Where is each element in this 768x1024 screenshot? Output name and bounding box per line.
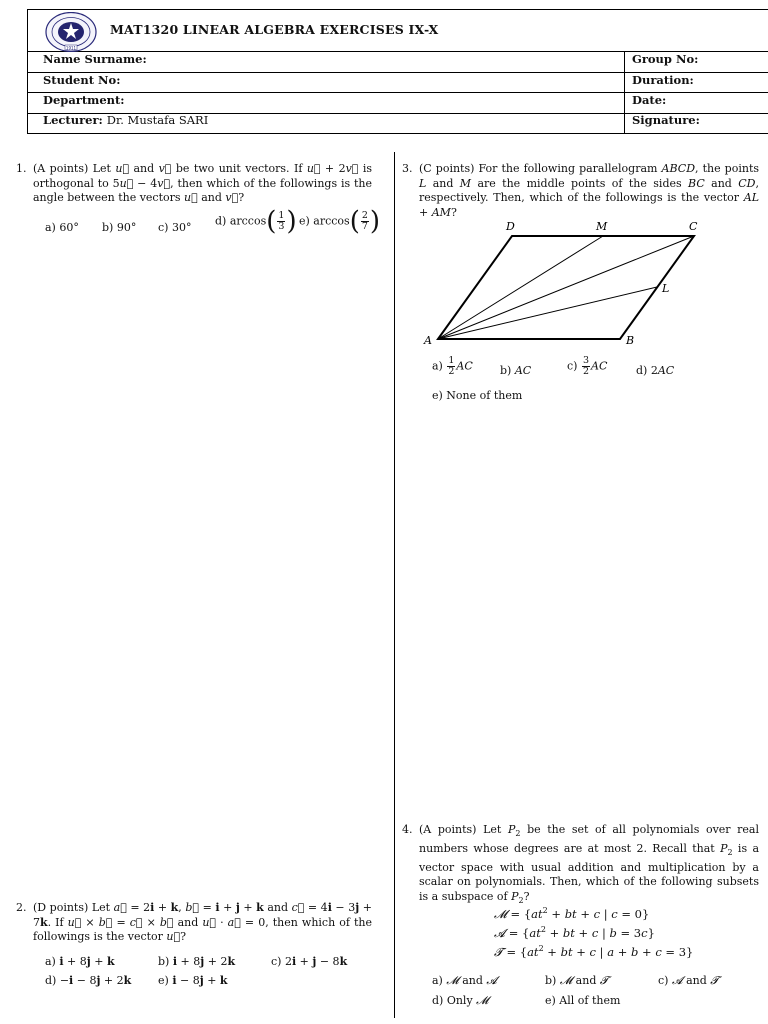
q3-text: (C points) For the following parallelogram ABCD, the points L and M are the middle points of the sides BC and CD, respectively. Then, which of the followings is the vector AL + AM? <box>419 162 760 219</box>
q3-option-c: c) $\frac{3}{2}$ AC <box>567 355 608 377</box>
q2-option-c: c) 2i + j − 8k <box>271 955 348 968</box>
q1-option-b: b) 90° <box>102 221 137 234</box>
q3-option-b: b) AC <box>500 364 532 377</box>
q1-number: 1. <box>16 162 27 175</box>
q4-option-a: a) 𝓜 and 𝓐 <box>432 974 498 987</box>
lecturer-field <box>43 113 208 127</box>
label-m: M <box>596 220 608 233</box>
duration-label: Duration: <box>632 73 694 87</box>
university-seal-logo <box>45 12 97 52</box>
group-no-label: Group No: <box>632 52 699 66</box>
set-m: 𝓜 = {$at^2$ + bt + c | c = 0} <box>494 906 650 921</box>
q1-option-d: d) arccos( $\frac{1}{3}$ ) <box>215 206 297 237</box>
q4-option-d: d) Only 𝓜 <box>432 994 489 1007</box>
q3-option-a: a) $\frac{1}{2}$ AC <box>432 355 473 377</box>
q2-number: 2. <box>16 901 27 914</box>
date-label: Date: <box>632 93 667 107</box>
svg-text:1911: 1911 <box>65 45 77 51</box>
name-surname-label: Name Surname: <box>43 52 147 66</box>
course-title: MAT1320 LINEAR ALGEBRA EXERCISES IX-X <box>110 22 439 37</box>
department-label: Department: <box>43 93 125 107</box>
q2-option-b: b) i + 8j + 2k <box>158 955 236 968</box>
q4-option-e: e) All of them <box>545 994 621 1007</box>
q2-text: (D points) Let a⃗ = 2i + k, b⃗ = i + j + k and c⃗ = 4i − 3j + 7k. If u⃗ × b⃗ = c⃗ × b⃗ and u⃗ · a⃗ = 0, then which of the followings is the vector u⃗? <box>33 901 373 944</box>
lecturer-label: Lecturer: <box>43 113 103 127</box>
q4-option-b: b) 𝓜 and 𝓣 <box>545 974 609 987</box>
q2-option-a: a) i + 8j + k <box>45 955 115 968</box>
label-b: B <box>626 334 635 347</box>
q4-points: (A points) <box>419 823 477 836</box>
label-a: A <box>424 334 432 347</box>
q1-points: (A points) <box>33 162 89 175</box>
q3-option-d: d) 2AC <box>636 364 675 377</box>
label-c: C <box>689 220 698 233</box>
q1-option-e: e) arccos( $\frac{2}{7}$ ) <box>299 206 381 237</box>
lecturer-value: Dr. Mustafa SARI <box>106 113 209 127</box>
signature-label: Signature: <box>632 113 700 127</box>
q3-option-e: e) None of them <box>432 389 523 402</box>
set-a: 𝓐 = {$at^2$ + bt + c | b = 3c} <box>494 925 655 940</box>
q2-option-e: e) i − 8j + k <box>158 974 228 987</box>
q3-parallelogram-figure <box>420 218 710 348</box>
segment-am <box>438 236 603 339</box>
q2-option-d: d) −i − 8j + 2k <box>45 974 132 987</box>
q3-points: (C points) <box>419 162 475 175</box>
q4-option-c: c) 𝓐 and 𝓣 <box>658 974 719 987</box>
label-l: L <box>662 282 670 295</box>
q1-text: (A points) Let u⃗ and v⃗ be two unit vectors. If u⃗ + 2v⃗ is orthogonal to 5u⃗ − 4v⃗, then which of the followings is the angle between the vectors u⃗ and v⃗? <box>33 162 373 205</box>
column-divider <box>394 152 395 1018</box>
q1-option-c: c) 30° <box>158 221 192 234</box>
label-d: D <box>506 220 515 233</box>
q2-points: (D points) <box>33 901 89 914</box>
set-t: 𝓣 = {$at^2$ + bt + c | a + b + c = 3} <box>494 944 694 959</box>
q4-number: 4. <box>402 823 413 836</box>
q1-option-a: a) 60° <box>45 221 79 234</box>
q4-text: (A points) Let $P_2$ be the set of all polynomials over real numbers whose degrees are at most 2. Recall that $P_2$ is a vector space with usual addition and multiplication by a scalar on polynomials. Then, which of the following subsets is a subspace of $P_2$? <box>419 823 760 905</box>
student-no-label: Student No: <box>43 73 121 87</box>
q3-number: 3. <box>402 162 413 175</box>
